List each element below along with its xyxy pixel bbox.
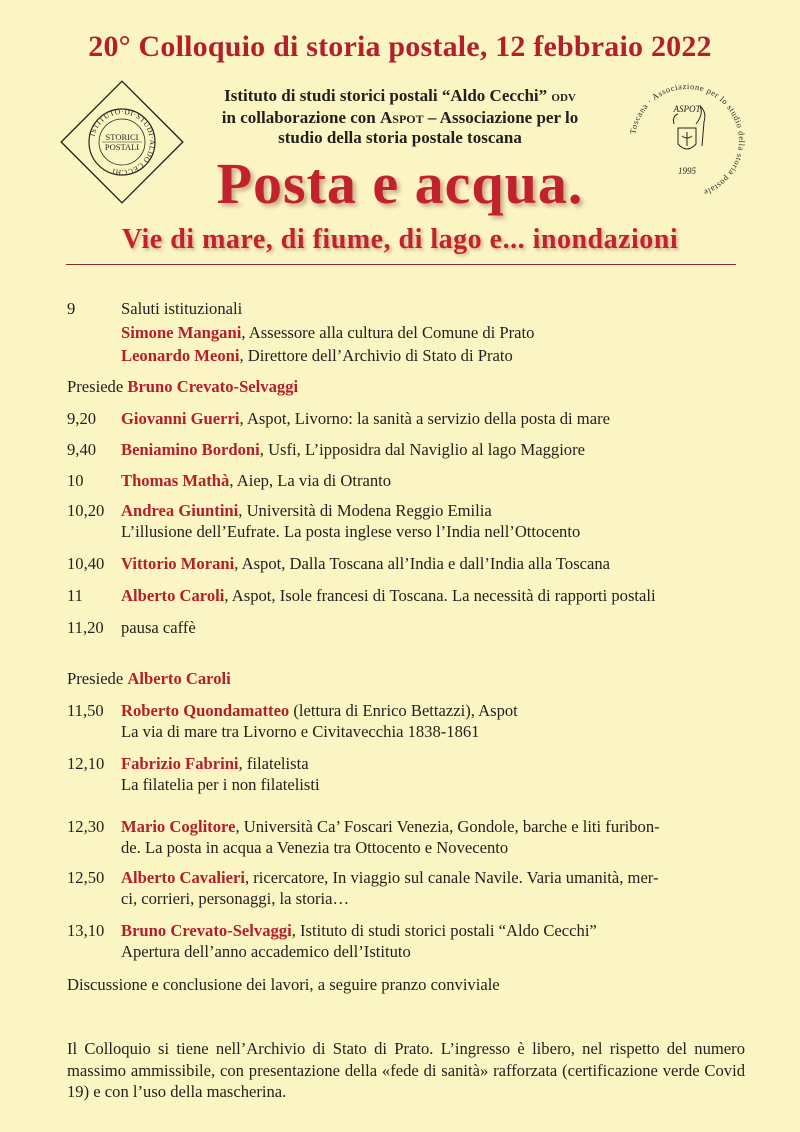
time: 12,50 (67, 868, 105, 887)
speaker-name: Fabrizio Fabrini (121, 754, 239, 773)
talk-info: , Istituto di studi storici postali “Aldo Cecchi” (291, 921, 597, 940)
speaker-name: Leonardo Meoni (121, 346, 240, 365)
speaker-name: Roberto Quondamatteo (121, 701, 290, 720)
main-title: Posta e acqua. (216, 151, 584, 216)
logo-right-ring: Toscana · Associazione per lo studio della storia postale (628, 81, 747, 198)
subtitle: Vie di mare, di fiume, di lago e... inondazioni (121, 224, 679, 255)
inst-line2a: in collaborazione con (221, 108, 376, 127)
inst-line2b: – Associazione per lo (427, 108, 579, 127)
talk-info: , Aspot, Livorno: la sanità a servizio della posta di mare (239, 409, 610, 428)
time: 12,10 (67, 754, 105, 773)
time: 13,10 (67, 921, 105, 940)
talk-title: L’illusione dell’Eufrate. La posta inglese verso l’India nell’Ottocento (121, 522, 581, 541)
talk-info: , filatelista (238, 754, 309, 773)
venue-note: Il Colloquio si tiene nell’Archivio di Stato di Prato. L’ingresso è libero, nel rispetto del numero massimo ammissibile, con presentazione della «fede di sanità» rafforzata (certificazione verde Covid 19) e con l’uso della mascherina. (67, 1039, 745, 1101)
talk-info: (lettura di Enrico Bettazzi), Aspot (289, 701, 518, 720)
talk-info: , Aiep, La via di Otranto (229, 471, 392, 490)
chair-label: Presiede (67, 377, 128, 396)
speaker-info: , Assessore alla cultura del Comune di Prato (241, 323, 535, 342)
logo-left-center1: STORICI (105, 132, 139, 142)
talk-title: La via di mare tra Livorno e Civitavecchia 1838-1861 (121, 722, 480, 741)
speaker-info: , Direttore dell’Archivio di Stato di Prato (239, 346, 513, 365)
logo-right-aspot: ASPOT (673, 104, 701, 114)
event-heading: 20° Colloquio di storia postale, 12 febbraio 2022 (88, 30, 712, 63)
talk-info: , Aspot, Dalla Toscana all’India e dall’India alla Toscana (234, 554, 611, 573)
speaker-name: Alberto Cavalieri (121, 868, 245, 887)
title-rule (66, 264, 736, 265)
time: 9,40 (67, 440, 97, 459)
chair-1 (67, 376, 747, 397)
talk-info: , Usfi, L’ipposidra dal Naviglio al lago Maggiore (259, 440, 585, 459)
chair-2 (67, 668, 747, 689)
logo-left-ring: ISTITUTO·DI·STUDI·ALDO CECCHI (87, 106, 158, 178)
speaker-name: Alberto Caroli (121, 586, 225, 605)
time: 12,30 (67, 817, 105, 836)
time: 11 (67, 586, 83, 605)
speaker-name: Simone Mangani (121, 323, 242, 342)
inst-aspot: Aspot (380, 108, 424, 127)
speaker-name: Vittorio Morani (121, 554, 235, 573)
time: 9 (67, 299, 76, 318)
talk-info: , ricercatore, In viaggio sul canale Navile. Varia umanità, mer- (244, 868, 659, 887)
item-text: pausa caffè (121, 618, 196, 637)
speaker-name: Andrea Giuntini (121, 501, 239, 520)
chair-name: Bruno Crevato-Selvaggi (127, 377, 299, 396)
inst-odv: ODV (551, 92, 576, 104)
time: 10 (67, 471, 84, 490)
speaker-name: Mario Coglitore (121, 817, 236, 836)
time: 11,50 (67, 701, 104, 720)
talk-info: , Aspot, Isole francesi di Toscana. La necessità di rapporti postali (224, 586, 656, 605)
institute-block (178, 86, 622, 148)
talk-title: de. La posta in acqua a Venezia tra Ottocento e Novecento (121, 838, 509, 857)
talk-title: ci, corrieri, personaggi, la storia… (121, 889, 350, 908)
talk-info: , Università Ca’ Foscari Venezia, Gondole, barche e liti furibon- (235, 817, 660, 836)
speaker-name: Giovanni Guerri (121, 409, 240, 428)
closing-note: Discussione e conclusione dei lavori, a seguire pranzo conviviale (67, 975, 500, 994)
speaker-name: Beniamino Bordoni (121, 440, 260, 459)
time: 10,20 (67, 501, 105, 520)
talk-info: , Università di Modena Reggio Emilia (238, 501, 492, 520)
inst-line1: Istituto di studi storici postali “Aldo Cecchi” (224, 86, 548, 105)
item-text: Saluti istituzionali (121, 299, 243, 318)
talk-title: Apertura dell’anno accademico dell’Istituto (121, 942, 411, 961)
time: 9,20 (67, 409, 97, 428)
talk-title: La filatelia per i non filatelisti (121, 775, 320, 794)
speaker-name: Bruno Crevato-Selvaggi (121, 921, 292, 940)
speaker-name: Thomas Mathà (121, 471, 230, 490)
time: 10,40 (67, 554, 105, 573)
logo-left-center2: POSTALI (104, 142, 140, 152)
time: 11,20 (67, 618, 104, 637)
chair-name: Alberto Caroli (127, 669, 231, 688)
inst-line3: studio della storia postale toscana (278, 128, 522, 147)
chair-label: Presiede (67, 669, 128, 688)
logo-right-year: 1995 (678, 166, 696, 176)
